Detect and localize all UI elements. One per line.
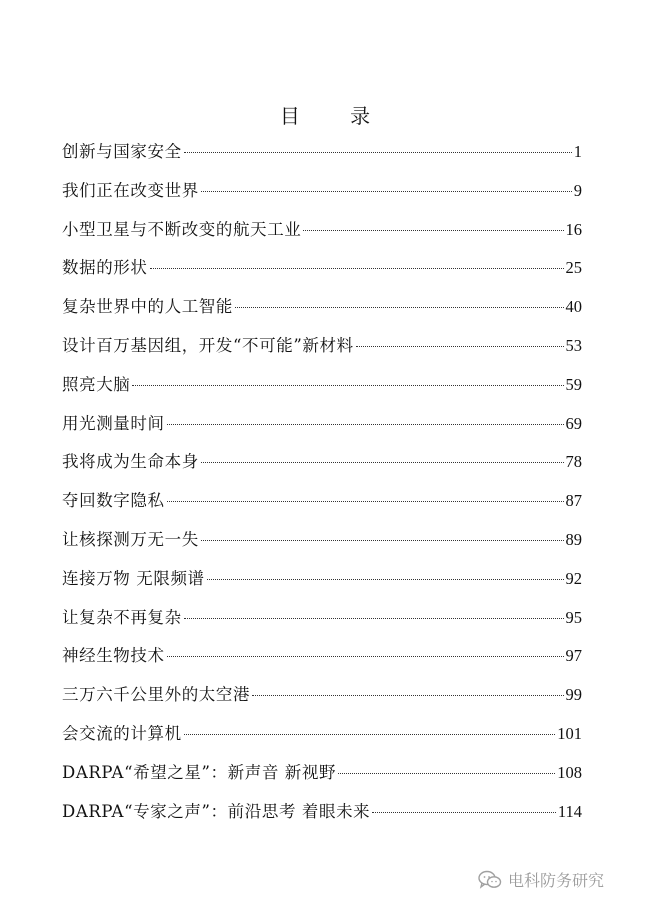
dot-leader [303, 230, 563, 231]
toc-entry [62, 216, 582, 255]
dot-leader [167, 501, 564, 502]
dot-leader [184, 618, 564, 619]
toc-entry-title: DARPA“专家之声”：前沿思考 着眼未来 [62, 801, 371, 821]
toc-entry [62, 526, 582, 565]
dot-leader [132, 385, 563, 386]
toc-entry-page: 87 [565, 491, 582, 511]
toc-entry [62, 138, 582, 177]
dot-leader [201, 462, 564, 463]
dot-leader [235, 307, 564, 308]
toc-entry-page: 89 [565, 529, 582, 549]
toc-entry-page: 108 [557, 762, 582, 782]
toc-entry-title: 小型卫星与不断改变的航天工业 [62, 219, 302, 239]
toc-entry-page: 16 [565, 219, 582, 239]
toc-entry [62, 448, 582, 487]
toc-entry-page: 78 [565, 452, 582, 472]
toc-entry-title: 设计百万基因组，开发“不可能”新材料 [62, 335, 354, 355]
page-title: 目 录 [279, 104, 393, 128]
wechat-icon [478, 870, 502, 890]
toc-entry-title: 让核探测万无一失 [62, 529, 199, 549]
toc-entry [62, 254, 582, 293]
toc-entry [62, 332, 582, 371]
toc-entry-page: 101 [557, 723, 582, 743]
toc-entry [62, 720, 582, 759]
watermark [478, 868, 604, 891]
dot-leader [338, 773, 555, 774]
toc-entry [62, 565, 582, 604]
toc-entry-title: 用光测量时间 [62, 413, 165, 433]
toc-entry [62, 293, 582, 332]
toc-entry-page: 25 [565, 258, 582, 278]
table-of-contents [62, 138, 582, 836]
toc-entry-page: 97 [565, 646, 582, 666]
toc-entry-title: 神经生物技术 [62, 646, 165, 666]
toc-entry-title: 复杂世界中的人工智能 [62, 297, 233, 317]
toc-entry-title: 让复杂不再复杂 [62, 607, 182, 627]
toc-entry-page: 69 [565, 413, 582, 433]
toc-entry [62, 371, 582, 410]
toc-entry-page: 95 [565, 607, 582, 627]
toc-entry-title: 创新与国家安全 [62, 142, 182, 161]
toc-entry-page: 9 [573, 180, 582, 200]
toc-entry [62, 759, 582, 798]
toc-entry-title: 照亮大脑 [62, 374, 131, 394]
toc-entry-title: 三万六千公里外的太空港 [62, 685, 251, 705]
toc-entry-page: 40 [565, 297, 582, 317]
dot-leader [184, 734, 556, 735]
toc-entry [62, 487, 582, 526]
toc-entry-title: 我们正在改变世界 [62, 180, 199, 200]
dot-leader [184, 152, 572, 153]
toc-entry-title: DARPA“希望之星”：新声音 新视野 [62, 762, 337, 782]
toc-entry-page: 92 [565, 568, 582, 588]
toc-entry-title: 夺回数字隐私 [62, 491, 165, 511]
toc-entry [62, 604, 582, 643]
toc-entry-title: 会交流的计算机 [62, 723, 182, 743]
dot-leader [201, 191, 572, 192]
dot-leader [372, 812, 556, 813]
dot-leader [167, 424, 564, 425]
toc-entry-page: 114 [557, 801, 582, 821]
dot-leader [207, 579, 564, 580]
toc-entry-title: 我将成为生命本身 [62, 452, 199, 472]
toc-entry-title: 数据的形状 [62, 258, 148, 278]
dot-leader [167, 656, 564, 657]
watermark-text: 电科防务研究 [508, 871, 605, 890]
toc-entry [62, 798, 582, 837]
dot-leader [356, 346, 564, 347]
dot-leader [150, 268, 564, 269]
dot-leader [201, 540, 564, 541]
toc-entry-title: 连接万物 无限频谱 [62, 568, 205, 588]
toc-entry-page: 99 [565, 685, 582, 705]
dot-leader [252, 695, 563, 696]
toc-entry-page: 53 [565, 335, 582, 355]
toc-entry-page: 1 [573, 142, 582, 161]
toc-entry [62, 177, 582, 216]
toc-entry [62, 642, 582, 681]
toc-entry-page: 59 [565, 374, 582, 394]
toc-entry [62, 681, 582, 720]
toc-entry [62, 410, 582, 449]
